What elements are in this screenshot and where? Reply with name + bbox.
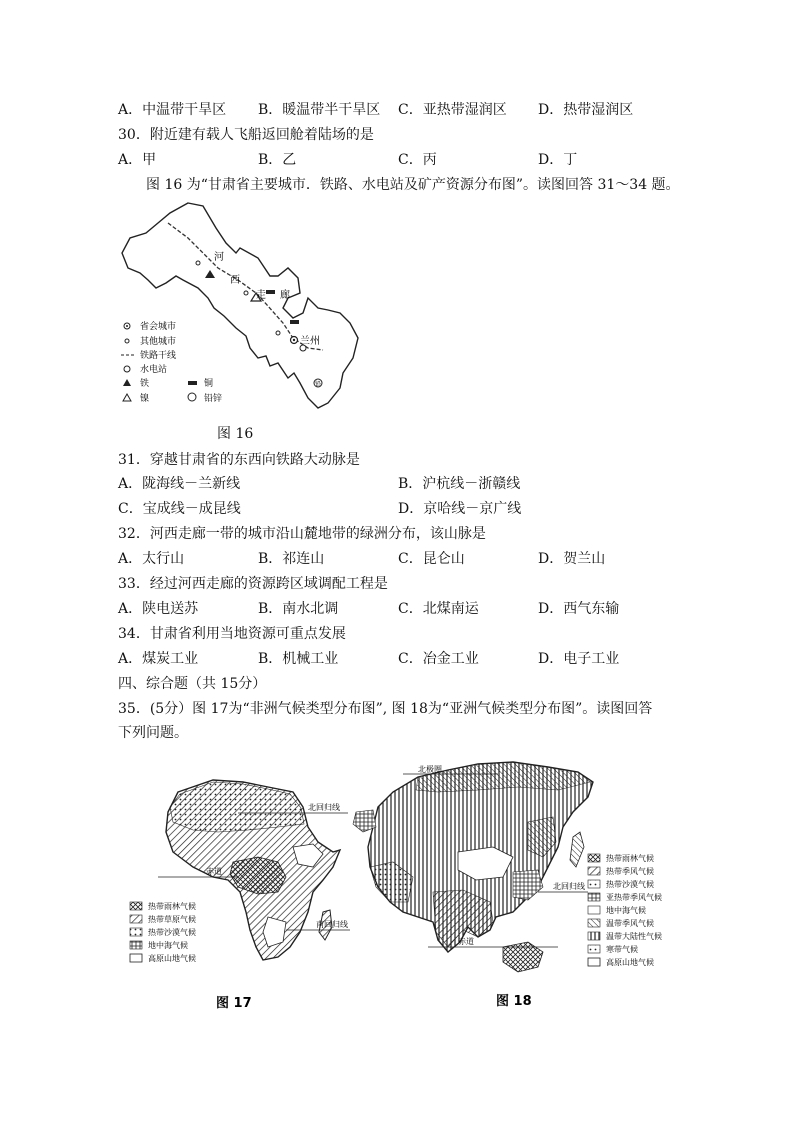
figure16-caption: 图 16 [217,426,254,442]
q32-stem: 32．河西走廊一带的城市沿山麓地带的绿洲分布，该山脉是 [118,526,486,542]
fig18-legend-5: 温带季风气候 [606,919,654,928]
q30-option-d: D．丁 [538,152,578,168]
svg-text:铅: 铅 [314,381,322,388]
figure16-intro: 图 16 为“甘肃省主要城市．铁路、水电站及矿产资源分布图”。读图回答 31～34 题。 [146,177,680,193]
copper-marker [290,320,299,324]
fig18-legend-8: 高原山地气候 [606,958,654,967]
section4-heading: 四、综合题（共 15分） [118,676,267,692]
q31-option-d: D．京哈线－京广线 [398,501,522,517]
q32-option-c: C．昆仑山 [398,551,465,567]
fig16-legend [121,320,222,404]
legend-hydropower: 水电站 [140,365,168,375]
label-lang: 廊 [280,290,290,301]
copper-marker [266,290,275,294]
q34-option-c: C．冶金工业 [398,651,479,667]
fig17-legend-1: 热带草原气候 [148,915,196,924]
fig18-legend-4: 地中海气候 [606,906,646,915]
asia-monsoon-subtropical [513,870,543,900]
q33-option-b: B．南水北调 [258,601,339,617]
legend-capital: 省会城市 [140,322,177,332]
q30-option-b: B．乙 [258,152,297,168]
africa-asia-climate-maps [118,752,688,1014]
legend-city: 其他城市 [140,337,177,347]
asia-tundra [416,762,590,792]
legend-iron: 铁 [140,379,150,389]
fig18-legend [588,853,662,967]
q35-stem-line1: 35．(5分）图 17为“非洲气候类型分布图”, 图 18为“亚洲气候类型分布图”。读图回答 [118,701,653,717]
q34-stem: 34．甘肃省利用当地资源可重点发展 [118,626,346,642]
fig17-legend-4: 高原山地气候 [148,954,196,963]
asia-label-arctic: 北极圈 [418,765,442,774]
gansu-outline [122,203,358,408]
q33-option-d: D．西气东输 [538,601,620,617]
figure17-caption: 图 17 [216,996,252,1011]
q31-option-a: A．陇海线－兰新线 [118,476,241,492]
asia-map [353,762,593,972]
fig18-legend-7: 寒带气候 [606,945,638,954]
label-lanzhou: 兰州 [300,336,320,347]
q34-option-b: B．机械工业 [258,651,339,667]
city-marker [196,261,200,265]
japan [570,832,584,867]
q30-option-a: A．甲 [118,152,157,168]
q33-option-a: A．陕电送苏 [118,601,199,617]
legend-railway: 铁路干线 [140,351,177,361]
legend-nickel: 镍 [140,394,150,404]
asia-label-tropic-n: 北回归线 [553,882,585,891]
legend-copper: 铜 [204,379,214,389]
q34-option-a: A．煤炭工业 [118,651,199,667]
fig18-legend-0: 热带雨林气候 [606,854,654,863]
q33-option-c: C．北煤南运 [398,601,479,617]
fig18-legend-1: 热带季风气候 [606,867,654,876]
legend-leadzinc: 铅锌 [204,394,223,404]
q32-option-a: A．太行山 [118,551,185,567]
label-zou: 走 [256,290,266,301]
fig18-legend-2: 热带沙漠气候 [606,880,654,889]
q31-option-b: B．沪杭线－浙赣线 [398,476,521,492]
city-marker [276,331,280,335]
q31-stem: 31．穿越甘肃省的东西向铁路大动脉是 [118,452,360,468]
q32-option-b: B．祁连山 [258,551,325,567]
q32-option-d: D．贺兰山 [538,551,606,567]
q30-stem: 30．附近建有载人飞船返回舱着陆场的是 [118,127,374,143]
asia-rainforest [503,942,543,972]
asia-label-equator: 赤道 [458,937,474,946]
q35-stem-line2: 下列问题。 [118,725,188,741]
africa-label-equator: 赤道 [206,867,222,876]
fig17-legend [130,901,196,963]
q29-option-c: C．亚热带湿润区 [398,102,507,118]
fig17-legend-2: 热带沙漠气候 [148,928,196,937]
q29-option-a: A．中温带干旱区 [118,102,227,118]
africa-label-tropic-s: 南回归线 [316,920,348,929]
q29-option-b: B．暖温带半干旱区 [258,102,381,118]
label-xi: 西 [230,275,240,286]
fig18-legend-6: 温带大陆性气候 [606,932,662,941]
africa-highland-south [263,917,286,947]
fig17-legend-0: 热带雨林气候 [148,902,196,911]
q34-option-d: D．电子工业 [538,651,620,667]
q30-option-c: C．丙 [398,152,437,168]
q31-option-c: C．宝成线－成昆线 [118,501,241,517]
figure18-caption: 图 18 [496,994,532,1009]
fig18-legend-3: 亚热带季风气候 [606,893,662,902]
q33-stem: 33．经过河西走廊的资源跨区域调配工程是 [118,576,388,592]
city-marker [244,291,248,295]
label-he: 河 [214,252,224,263]
q29-option-d: D．热带湿润区 [538,102,634,118]
africa-label-tropic-n: 北回归线 [308,803,340,812]
fig17-legend-3: 地中海气候 [148,941,188,950]
gansu-map [118,198,388,418]
